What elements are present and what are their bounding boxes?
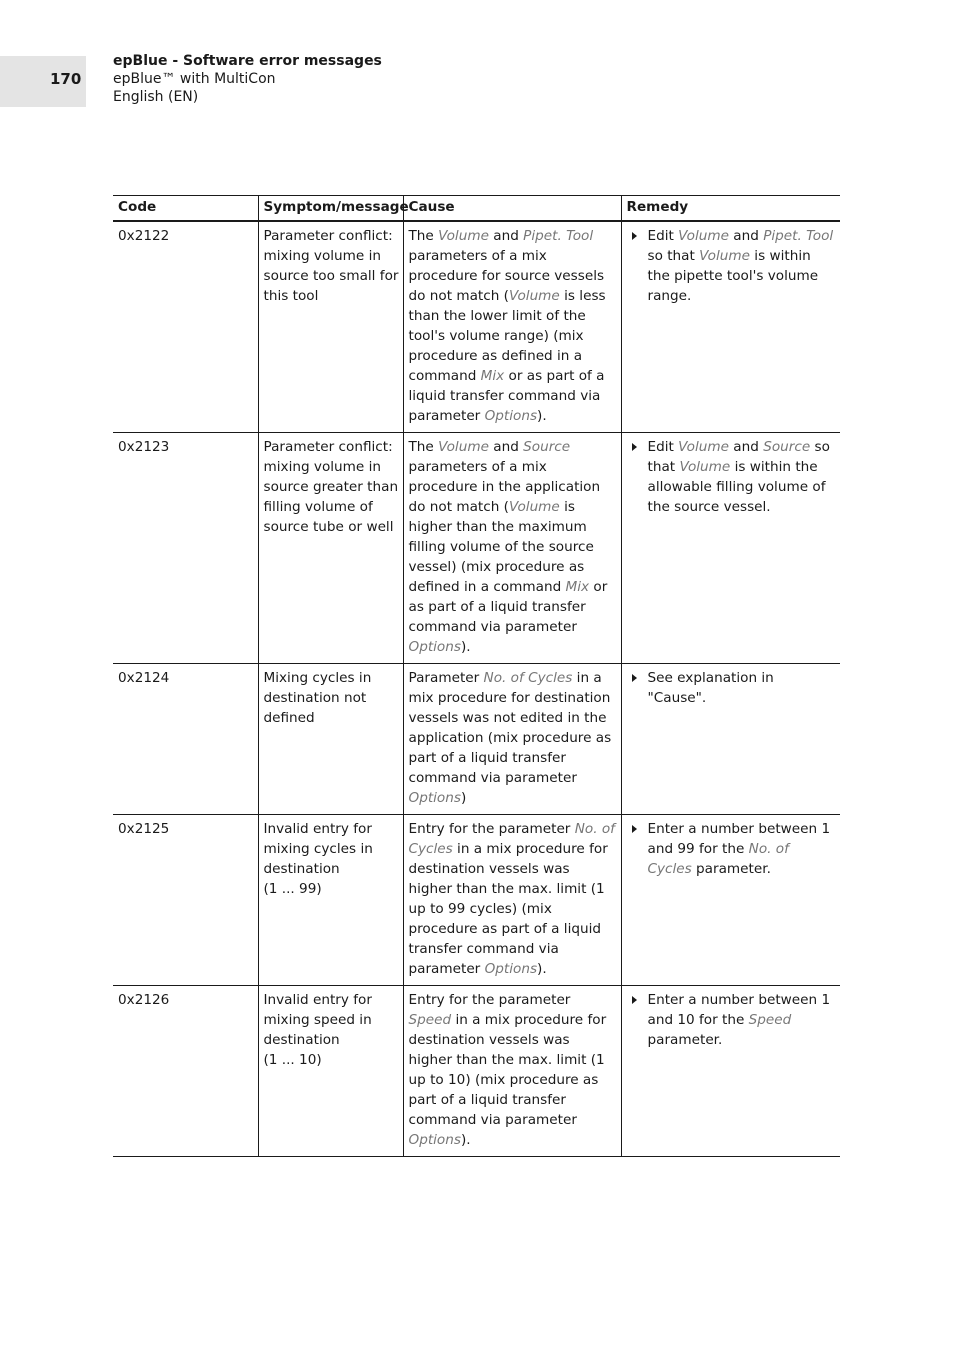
text-segment: ).: [537, 961, 547, 977]
error-code: 0x2123: [113, 433, 258, 664]
text-segment: and: [728, 439, 764, 455]
text-segment: Entry for the parameter: [408, 992, 571, 1008]
parameter-name: No. of Cycles: [483, 670, 573, 686]
symptom-message: Parameter conflict: mixing volume in source greater than filling volume of source tube or well: [258, 433, 403, 664]
text-segment: The: [408, 228, 439, 244]
text-segment: Edit: [647, 439, 679, 455]
text-segment: The: [408, 439, 439, 455]
parameter-name: No. of Cycles: [647, 841, 789, 877]
triangle-bullet-icon: [632, 674, 637, 682]
header-subtitle: epBlue™ with MultiCon: [113, 71, 276, 87]
symptom-message: Parameter conflict: mixing volume in source too small for this tool: [258, 221, 403, 433]
text-segment: so that: [647, 439, 830, 475]
page-header: [113, 52, 382, 106]
symptom-message: Invalid entry for mixing speed in destination (1 ... 10): [258, 986, 403, 1157]
text-segment: in a mix procedure for destination vessels was not edited in the application (mix procedure as part of a liquid transfer command via parameter: [408, 670, 612, 786]
text-segment: Enter a number between 1 and 99 for the: [647, 821, 831, 857]
parameter-name: Volume: [678, 228, 729, 244]
table-row: [113, 664, 840, 815]
parameter-name: Mix: [480, 368, 505, 384]
parameter-name: Options: [484, 408, 538, 424]
parameter-name: Options: [484, 961, 538, 977]
parameter-name: Pipet. Tool: [523, 228, 594, 244]
remedy-content: [648, 668, 837, 708]
text-segment: and: [488, 439, 524, 455]
table-row: [113, 815, 840, 986]
cause-text: [403, 433, 621, 664]
text-segment: is within the pipette tool's volume range.: [647, 248, 819, 304]
text-segment: and: [488, 228, 524, 244]
text-segment: Entry for the parameter: [408, 821, 575, 837]
cause-text: [403, 664, 621, 815]
table-row: [113, 986, 840, 1157]
text-segment: and: [728, 228, 764, 244]
cause-text: [403, 986, 621, 1157]
error-code: 0x2126: [113, 986, 258, 1157]
text-segment: ).: [537, 408, 547, 424]
page-number: 170: [50, 70, 82, 88]
remedy-text: [621, 221, 840, 433]
text-segment: ): [460, 790, 467, 806]
column-header-remedy: Remedy: [621, 196, 840, 222]
symptom-message: Mixing cycles in destination not defined: [258, 664, 403, 815]
remedy-text: [621, 664, 840, 815]
remedy-content: [648, 437, 837, 517]
table-body: [113, 221, 840, 1157]
text-segment: ).: [460, 639, 471, 655]
parameter-name: Volume: [679, 459, 731, 475]
error-table: [113, 195, 840, 1157]
text-segment: ).: [460, 1132, 471, 1148]
remedy-text: [621, 986, 840, 1157]
text-segment: is within the allowable filling volume of the source vessel.: [647, 459, 826, 515]
text-segment: parameter.: [647, 1032, 723, 1048]
parameter-name: Volume: [508, 288, 560, 304]
parameter-name: Mix: [565, 579, 590, 595]
triangle-bullet-icon: [632, 825, 637, 833]
parameter-name: Pipet. Tool: [763, 228, 834, 244]
remedy-item: [627, 990, 837, 1050]
text-segment: is less than the lower limit of the tool's volume range) (mix procedure as defined in a command: [408, 288, 606, 384]
text-segment: Parameter: [408, 670, 484, 686]
error-code: 0x2125: [113, 815, 258, 986]
header-language: English (EN): [113, 89, 199, 105]
parameter-name: Options: [408, 1132, 461, 1148]
remedy-item: [627, 668, 837, 708]
text-segment: so that: [647, 248, 700, 264]
remedy-content: [648, 819, 837, 879]
triangle-bullet-icon: [632, 443, 637, 451]
remedy-item: [627, 819, 837, 879]
remedy-text: [621, 433, 840, 664]
error-code: 0x2124: [113, 664, 258, 815]
symptom-message: Invalid entry for mixing cycles in destination (1 ... 99): [258, 815, 403, 986]
parameter-name: Volume: [438, 228, 489, 244]
cause-text: [403, 815, 621, 986]
text-segment: parameters of a mix procedure in the application do not match (: [408, 459, 601, 515]
parameter-name: Options: [408, 790, 461, 806]
parameter-name: Speed: [408, 1012, 452, 1028]
column-header-code: Code: [113, 196, 258, 222]
triangle-bullet-icon: [632, 232, 637, 240]
parameter-name: Volume: [508, 499, 560, 515]
text-segment: parameters of a mix procedure for source vessels do not match (: [408, 248, 605, 304]
parameter-name: No. of Cycles: [408, 821, 615, 857]
error-code: 0x2122: [113, 221, 258, 433]
table-row: [113, 221, 840, 433]
parameter-name: Volume: [699, 248, 750, 264]
parameter-name: Source: [763, 439, 811, 455]
parameter-name: Speed: [748, 1012, 792, 1028]
text-segment: Edit: [647, 228, 679, 244]
parameter-name: Source: [523, 439, 571, 455]
text-segment: parameter.: [691, 861, 771, 877]
text-segment: Enter a number between 1 and 10 for the: [647, 992, 831, 1028]
parameter-name: Volume: [678, 439, 729, 455]
column-header-cause: Cause: [403, 196, 621, 222]
column-header-symptom: Symptom/message: [258, 196, 403, 222]
table-header-row: [113, 196, 840, 222]
cause-text: [403, 221, 621, 433]
remedy-item: [627, 437, 837, 517]
remedy-item: [627, 226, 837, 306]
text-segment: See explanation in "Cause".: [647, 670, 774, 706]
remedy-content: [648, 226, 837, 306]
text-segment: in a mix procedure for destination vessels was higher than the max. limit (1 up to 10) (mix procedure as part of a liquid transfer command via parameter: [408, 1012, 607, 1128]
parameter-name: Volume: [438, 439, 489, 455]
triangle-bullet-icon: [632, 996, 637, 1004]
remedy-content: [648, 990, 837, 1050]
text-segment: is higher than the maximum filling volume of the source vessel) (mix procedure as defined in a command: [408, 499, 594, 595]
header-title: epBlue - Software error messages: [113, 53, 382, 69]
text-segment: or as part of a liquid transfer command via parameter: [408, 579, 608, 635]
table-row: [113, 433, 840, 664]
text-segment: or as part of a liquid transfer command via parameter: [408, 368, 605, 424]
remedy-text: [621, 815, 840, 986]
text-segment: in a mix procedure for destination vessels was higher than the max. limit (1 up to 99 cycles) (mix procedure as part of a liquid transfer command via parameter: [408, 841, 608, 977]
parameter-name: Options: [408, 639, 461, 655]
